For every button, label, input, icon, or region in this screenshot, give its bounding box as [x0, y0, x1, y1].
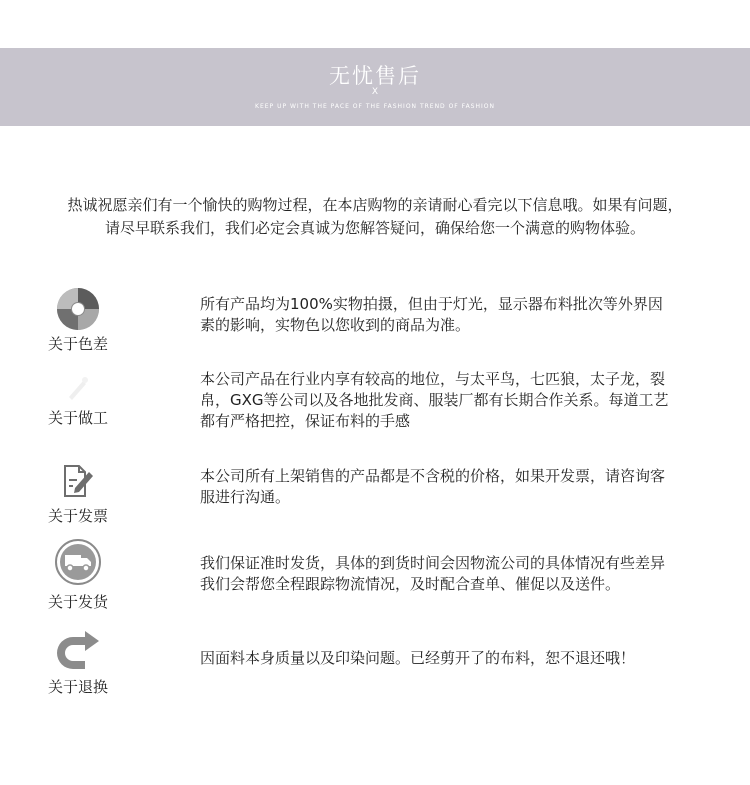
- item-description: [200, 648, 720, 669]
- item-label: 关于做工: [47, 409, 108, 427]
- desc-line: 素的影响，实物色以您收到的商品为准。: [200, 316, 471, 334]
- delivery-truck-icon: [52, 539, 104, 585]
- intro-line: 请尽早联系我们，我们必定会真诚为您解答疑问，确保给您一个满意的购物体验。: [104, 219, 645, 237]
- item-description: [200, 466, 720, 508]
- desc-line: 所有产品均为100%实物拍摄，但由于灯光，显示器布料批次等外界因: [200, 295, 663, 313]
- item-description: [200, 369, 720, 432]
- banner-subtitle: KEEP UP WITH THE PACE OF THE FASHION TREND OF FASHION: [255, 103, 495, 110]
- desc-line: 本公司产品在行业内享有较高的地位，与太平鸟，七匹狼，太子龙，裂: [200, 370, 666, 388]
- item-description: [200, 553, 720, 595]
- desc-line: 我们会帮您全程跟踪物流情况，及时配合查单、催促以及送件。: [200, 575, 621, 593]
- item-label: 关于退换: [47, 678, 108, 696]
- intro-line: 热诚祝愿亲们有一个愉快的购物过程，在本店购物的亲请耐心看完以下信息哦。如果有问题，: [67, 196, 683, 214]
- item-label: 关于发货: [47, 593, 108, 611]
- desc-line: 本公司所有上架销售的产品都是不含税的价格，如果开发票，请咨询客: [200, 467, 666, 485]
- desc-line: 因面料本身质量以及印染问题。已经剪开了的布料，恕不退还哦！: [200, 649, 636, 667]
- desc-line: 帛，GXG等公司以及各地批发商、服装厂都有长期合作关系。每道工艺: [200, 391, 669, 409]
- item-label: 关于发票: [47, 507, 108, 525]
- desc-line: 都有严格把控，保证布料的手感: [200, 412, 411, 430]
- desc-line: 我们保证准时发货，具体的到货时间会因物流公司的具体情况有些差异: [200, 554, 666, 572]
- banner-x-mark: X: [371, 87, 379, 97]
- banner-title: 无忧售后: [329, 64, 421, 88]
- item-description: [200, 294, 720, 336]
- invoice-edit-icon: [52, 458, 104, 504]
- header-banner: [0, 48, 750, 126]
- intro-paragraph: [0, 194, 750, 240]
- color-swirl-icon: [52, 286, 104, 332]
- desc-line: 服进行沟通。: [200, 488, 291, 506]
- return-arrow-icon: [52, 626, 104, 672]
- item-label: 关于色差: [47, 335, 108, 353]
- workmanship-icon: [52, 365, 104, 411]
